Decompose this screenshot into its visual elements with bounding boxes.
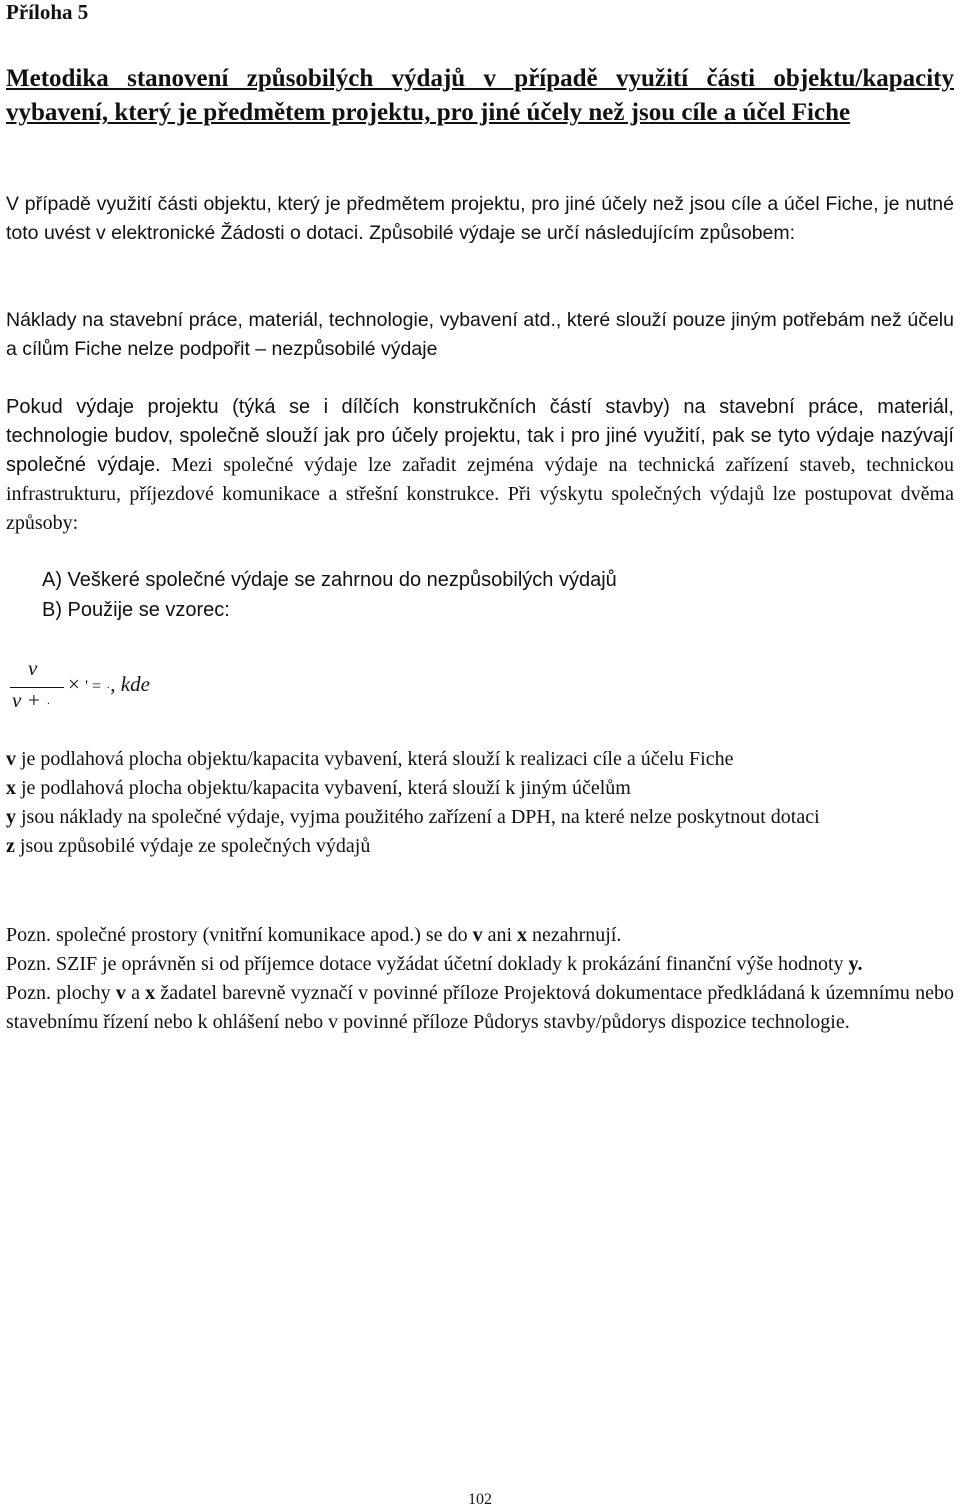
formula [6,656,266,718]
definition-text: je podlahová plocha objektu/kapacita vybavení, která slouží k jiným účelům [16,777,631,799]
definition-z [6,832,954,861]
costs-paragraph: Náklady na stavební práce, materiál, technologie, vybavení atd., které slouží pouze jiným potřebám než účelu a cílům Fiche nelze podpořit – nezpůsobilé výdaje [6,309,954,360]
definition-y [6,803,954,832]
note-text: žadatel barevně vyznačí v povinné příloze Projektová dokumentace předkládaná k územnímu nebo stavebnímu řízení nebo k ohlášení nebo v povinné příloze Půdorys stavby/půdorys dispozice technologie. [6,982,954,1033]
note-1 [6,921,954,950]
note-text: nezahrnují. [527,924,622,946]
times-symbol: × [68,672,80,696]
note-3 [6,979,954,1037]
note-symbol-x: x [145,982,156,1004]
annex-label: Příloha 5 [6,0,89,24]
common-expenses-text-a: Pokud výdaje projektu (týká se i dílčích konstrukčních částí stavby) na stavební práce, materiál, technologie budov, společně slouží jak pro účely projektu, tak i pro jiné využití, pak se tyto výdaje nazývají společné výdaje. [6,396,954,476]
formula-kde: , kde [110,672,150,696]
option-a: A) Veškeré společné výdaje se zahrnou do nezpůsobilých výdajů [42,569,617,591]
notes [6,921,954,1037]
definition-text: jsou způsobilé výdaje ze společných výdajů [14,835,371,857]
note-2 [6,950,954,979]
common-expenses-text-b: Mezi společné výdaje lze zařadit zejména výdaje na technická zařízení staveb, technickou infrastrukturu, příjezdové komunikace a střešní konstrukce. [6,454,955,505]
formula-denominator [12,688,50,713]
note-symbol-v: v [115,982,126,1004]
formula-dot: · [106,680,111,694]
note-text: a [125,982,146,1004]
page-number: 102 [468,1491,492,1508]
definition-x [6,774,954,803]
common-expenses-text-c: Při výskytu společných výdajů lze postupovat dvěma způsoby: [6,483,954,534]
note-text: Pozn. SZIF je oprávněn si od příjemce dotace vyžádat účetní doklady k prokázání finanční výše hodnoty [6,953,849,975]
definition-symbol: y [6,806,16,828]
definition-text: je podlahová plocha objektu/kapacita vybavení, která slouží k realizaci cíle a účelu Fiche [16,748,734,770]
common-expenses-paragraph [6,393,954,538]
option-b: B) Použije se vzorec: [42,599,230,621]
formula-rest [68,672,150,697]
note-text: Pozn. společné prostory (vnitřní komunikace apod.) se do [6,924,473,946]
definition-symbol: v [6,748,16,770]
note-symbol-x: x [517,924,527,946]
formula-denominator-tail: · [46,696,50,710]
document-title: Metodika stanovení způsobilých výdajů v případě využití části objektu/kapacity vybavení, který je předmětem projektu, pro jiné účely než jsou cíle a účel Fiche [6,65,954,126]
note-text: ani [482,924,517,946]
formula-numerator: v [28,656,38,680]
definition-v [6,745,954,774]
variable-definitions [6,745,954,861]
formula-denominator-text: v + [12,688,41,712]
formula-eq: ' = [85,678,101,695]
note-symbol-y: y. [848,953,863,975]
note-symbol-v: v [472,924,483,946]
note-text: Pozn. plochy [6,982,116,1004]
definition-symbol: z [6,835,15,857]
intro-paragraph: V případě využití části objektu, který je předmětem projektu, pro jiné účely než jsou cíle a účel Fiche, je nutné toto uvést v elektronické Žádosti o dotaci. Způsobilé výdaje se určí následujícím způsobem: [6,193,954,244]
definition-text: jsou náklady na společné výdaje, vyjma použitého zařízení a DPH, na které nelze poskytnout dotaci [16,806,820,828]
definition-symbol: x [6,777,16,799]
